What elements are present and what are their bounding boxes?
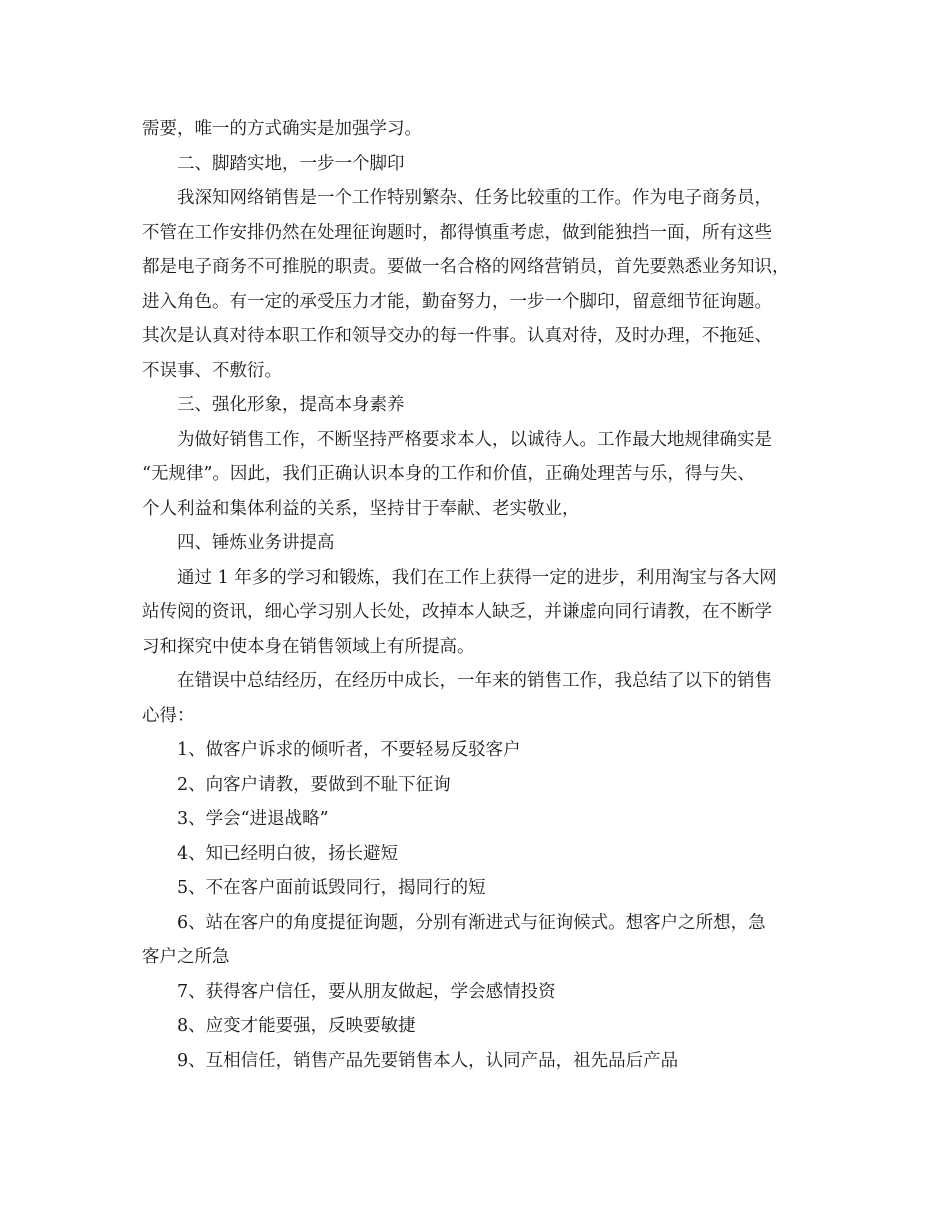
text-line: 需要，唯一的方式确实是加强学习。 [142, 119, 422, 139]
text-line: 二、脚踏实地，一步一个脚印 [177, 153, 405, 174]
document-body [142, 112, 818, 1078]
text-line: 其次是认真对待本职工作和领导交办的每一件事。认真对待，及时办理，不拖延、 [142, 326, 772, 346]
text-line: 4、知已经明白彼，扬长避短 [177, 843, 399, 864]
text-line: 1、做客户诉求的倾听者，不要轻易反驳客户 [177, 740, 521, 760]
text-line: 8、应变才能要强，反映要敏捷 [177, 1016, 416, 1036]
text-line: 我深知网络销售是一个工作特别繁杂、任务比较重的工作。作为电子商务员， [177, 188, 772, 208]
text-line: 9、互相信任，销售产品先要销售本人，认同产品，祖先品后产品 [177, 1050, 679, 1071]
text-line: 在错误中总结经历，在经历中成长，一年来的销售工作，我总结了以下的销售 [177, 671, 772, 691]
text-line: “无规律”。因此，我们正确认识本身的工作和价值，正确处理苦与乐，得与失、 [142, 464, 755, 484]
text-line: 为做好销售工作，不断坚持严格要求本人，以诚待人。工作最大地规律确实是 [177, 429, 772, 450]
text-line: 都是电子商务不可推脱的职责。要做一名合格的网络营销员，首先要熟悉业务知识， [142, 257, 790, 277]
text-line: 6、站在客户的角度提征询题，分别有渐进式与征询候式。想客户之所想，急 [177, 912, 766, 933]
text-line: 客户之所急 [142, 947, 230, 967]
text-line: 习和探究中使本身在销售领域上有所提高。 [142, 636, 475, 657]
text-line: 个人利益和集体利益的关系，坚持甘于奉献、老实敬业， [142, 498, 580, 519]
text-line: 不管在工作安排仍然在处理征询题时，都得慎重考虑，做到能独挡一面，所有这些 [142, 222, 772, 243]
text-line: 进入角色。有一定的承受压力才能，勤奋努力，一步一个脚印，留意细节征询题。 [142, 291, 772, 312]
text-line: 不误事、不敷衍。 [142, 360, 282, 381]
text-line: 站传阅的资讯，细心学习别人长处，改掉本人缺乏，并谦虚向同行请教，在不断学 [142, 602, 772, 622]
text-line: 5、不在客户面前诋毁同行，揭同行的短 [177, 878, 486, 898]
text-line: 2、向客户请教，要做到不耻下征询 [177, 774, 451, 795]
text-line: 四、锤炼业务讲提高 [177, 533, 335, 553]
text-line: 7、获得客户信任，要从朋友做起，学会感情投资 [177, 981, 556, 1002]
text-line: 三、强化形象，提高本身素养 [177, 395, 405, 415]
text-line: 通过 1 年多的学习和锻炼，我们在工作上获得一定的进步，利用淘宝与各大网 [177, 567, 777, 588]
text-line: 心得： [142, 705, 195, 726]
text-line: 3、学会“进退战略” [177, 809, 329, 829]
